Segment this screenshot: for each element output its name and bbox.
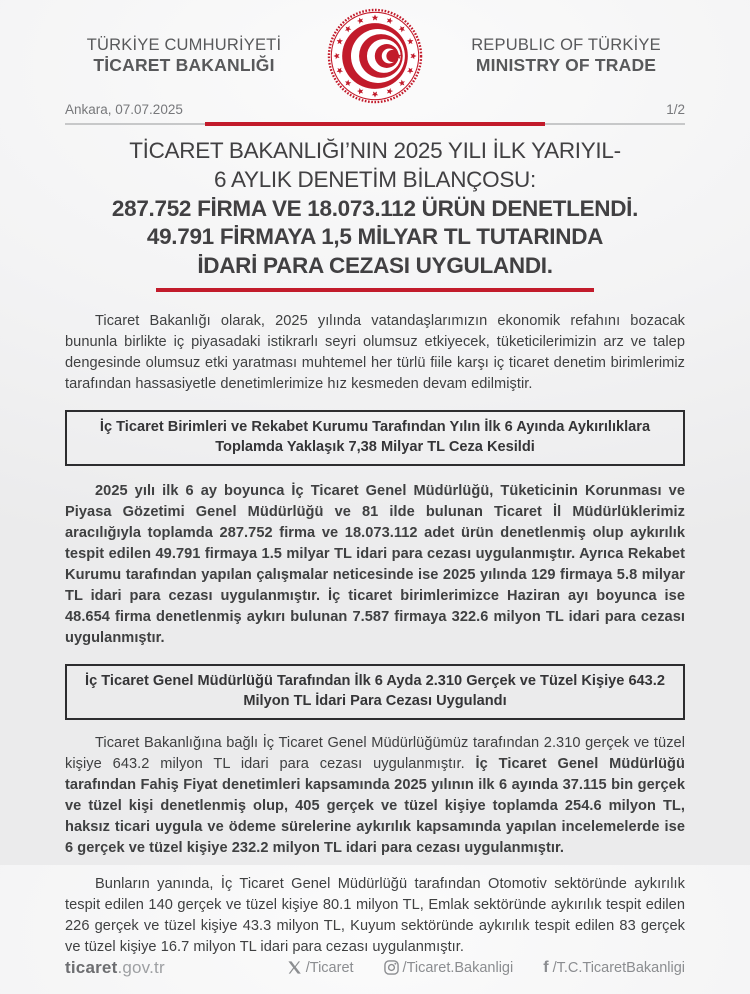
ministry-name-turkish [68,35,300,78]
ministry-name-en-line1: REPUBLIC OF TÜRKİYE [471,35,661,54]
ministry-header [0,0,750,100]
divider-red-accent [205,122,545,126]
facebook-link[interactable] [543,960,685,976]
document-body [65,100,685,994]
page-indicator: 1/2 [666,102,685,117]
ministry-name-english [450,35,682,78]
headline-line-4: 49.791 FİRMAYA 1,5 MİLYAR TL TUTARINDA [146,224,604,250]
twitter-handle: /Ticaret [305,959,354,976]
headline-line-5: İDARİ PARA CEZASI UYGULANDI. [197,253,553,279]
paragraph-sectors: Bunların yanında, İç Ticaret Genel Müdürlüğü tarafından Otomotiv sektöründe aykırılık tespit edilen 140 gerçek ve tüzel kişiye 80.1 milyon TL, Emlak sektöründe aykırılık tespit edilen 226 gerçek ve tüzel kişiye 43.3 milyon TL, Kuyum sektöründe aykırılık tespit edilen 83 gerçek ve tüzel kişiye 16.7 milyon TL idari para cezası uygulanmıştır. [65,875,685,955]
headline-line-2: 6 AYLIK DENETİM BİLANÇOSU: [214,166,536,192]
callout-box-1: İç Ticaret Birimleri ve Rekabet Kurumu Tarafından Yılın İlk 6 Ayında Aykırılıklara Toplamda Yaklaşık 7,38 Milyar TL Ceza Kesildi [65,410,685,466]
ministry-name-en-line2: MINISTRY OF TRADE [475,55,657,76]
dateline-row [65,102,685,117]
headline-line-1: TİCARET BAKANLIĞI’NIN 2025 YILI İLK YARIYIL- [129,138,621,163]
website-bold-part: ticaret [65,957,118,977]
paragraph-fines-bold: İç Ticaret Genel Müdürlüğü tarafından Fahiş Fiyat denetimleri kapsamında 2025 yılının ilk 6 ayında 37.115 bin gerçek ve tüzel kişi denetlenmiş olup, 405 gerçek ve tüzel kişiye toplamda 254.6 milyon TL, haksız ticari uygula ve ödeme sürelerine aykırılık kapsamında yapılan incelemelerde ise 6 gerçek ve tüzel kişiye 232.2 milyon TL idari para cezası uygulanmıştır. [65,755,685,856]
header-divider [65,122,685,126]
paragraph-fines-regular: Ticaret Bakanlığına bağlı İç Ticaret Genel Müdürlüğümüz tarafından 2.310 gerçek ve tüzel kişiye 643.2 milyon TL idari para cezası uygulanmıştır. [65,734,685,772]
website-rest-part: .gov.tr [117,957,165,977]
social-links [287,960,685,976]
headline-line-3: 287.752 FİRMA VE 18.073.112 ÜRÜN DENETLENDİ. [111,195,639,221]
ministry-name-tr-line1: TÜRKİYE CUMHURİYETİ [86,35,282,54]
instagram-handle: /Ticaret.Bakanligi [402,959,514,976]
callout-box-2: İç Ticaret Genel Müdürlüğü Tarafından İlk 6 Ayda 2.310 Gerçek ve Tüzel Kişiye 643.2 Milyon TL İdari Para Cezası Uygulandı [65,664,685,720]
website-link[interactable] [65,958,165,978]
footer [65,958,685,994]
ministry-of-trade-logo-icon [326,7,424,105]
instagram-link[interactable] [384,960,514,976]
x-twitter-icon [287,960,302,975]
paragraph-statistics: 2025 yılı ilk 6 ay boyunca İç Ticaret Genel Müdürlüğü, Tüketicinin Korunması ve Piyasa Gözetimi Genel Müdürlüğü ve 81 ilde bulunan Ticaret İl Müdürlüklerimiz aracılığıyla toplamda 287.752 firma ve 18.073.112 adet ürün denetlenmiş olup aykırılık tespit edilen 49.791 firmaya 1.5 milyar TL idari para cezası uygulanmıştır. Ayrıca Rekabet Kurumu tarafından yapılan çalışmalar neticesinde ise 2025 yılında 129 firmaya 5.8 milyar TL idari para cezası uygulanmıştır. İç ticaret birimlerimizce Haziran ayı boyunca ise 48.654 firma denetlenmiş aykırı bulunan 7.587 firmaya 322.6 milyon TL idari para cezası uygulanmıştır. [65,482,685,646]
facebook-icon: f [543,958,549,976]
facebook-handle: /T.C.TicaretBakanligi [552,959,685,976]
paragraph-fines [65,733,685,859]
instagram-icon [384,960,399,975]
headline-underline [156,288,594,292]
dateline: Ankara, 07.07.2025 [65,102,183,117]
paragraph-intro: Ticaret Bakanlığı olarak, 2025 yılında vatandaşlarımızın ekonomik refahını bozacak bununla birlikte iç piyasadaki istikrarlı seyri olumsuz etkiyecek, tüketicilerimizin arz ve talep dengesinde olumsuz etki yaratması muhtemel her türlü fiile karşı iç ticaret denetim birimlerimiz tarafından hassasiyetle denetimlerimize hız kesmeden devam edilmiştir. [65,312,685,392]
ministry-name-tr-line2: TİCARET BAKANLIĞI [93,55,275,76]
twitter-link[interactable] [287,960,354,976]
headline [65,137,685,292]
